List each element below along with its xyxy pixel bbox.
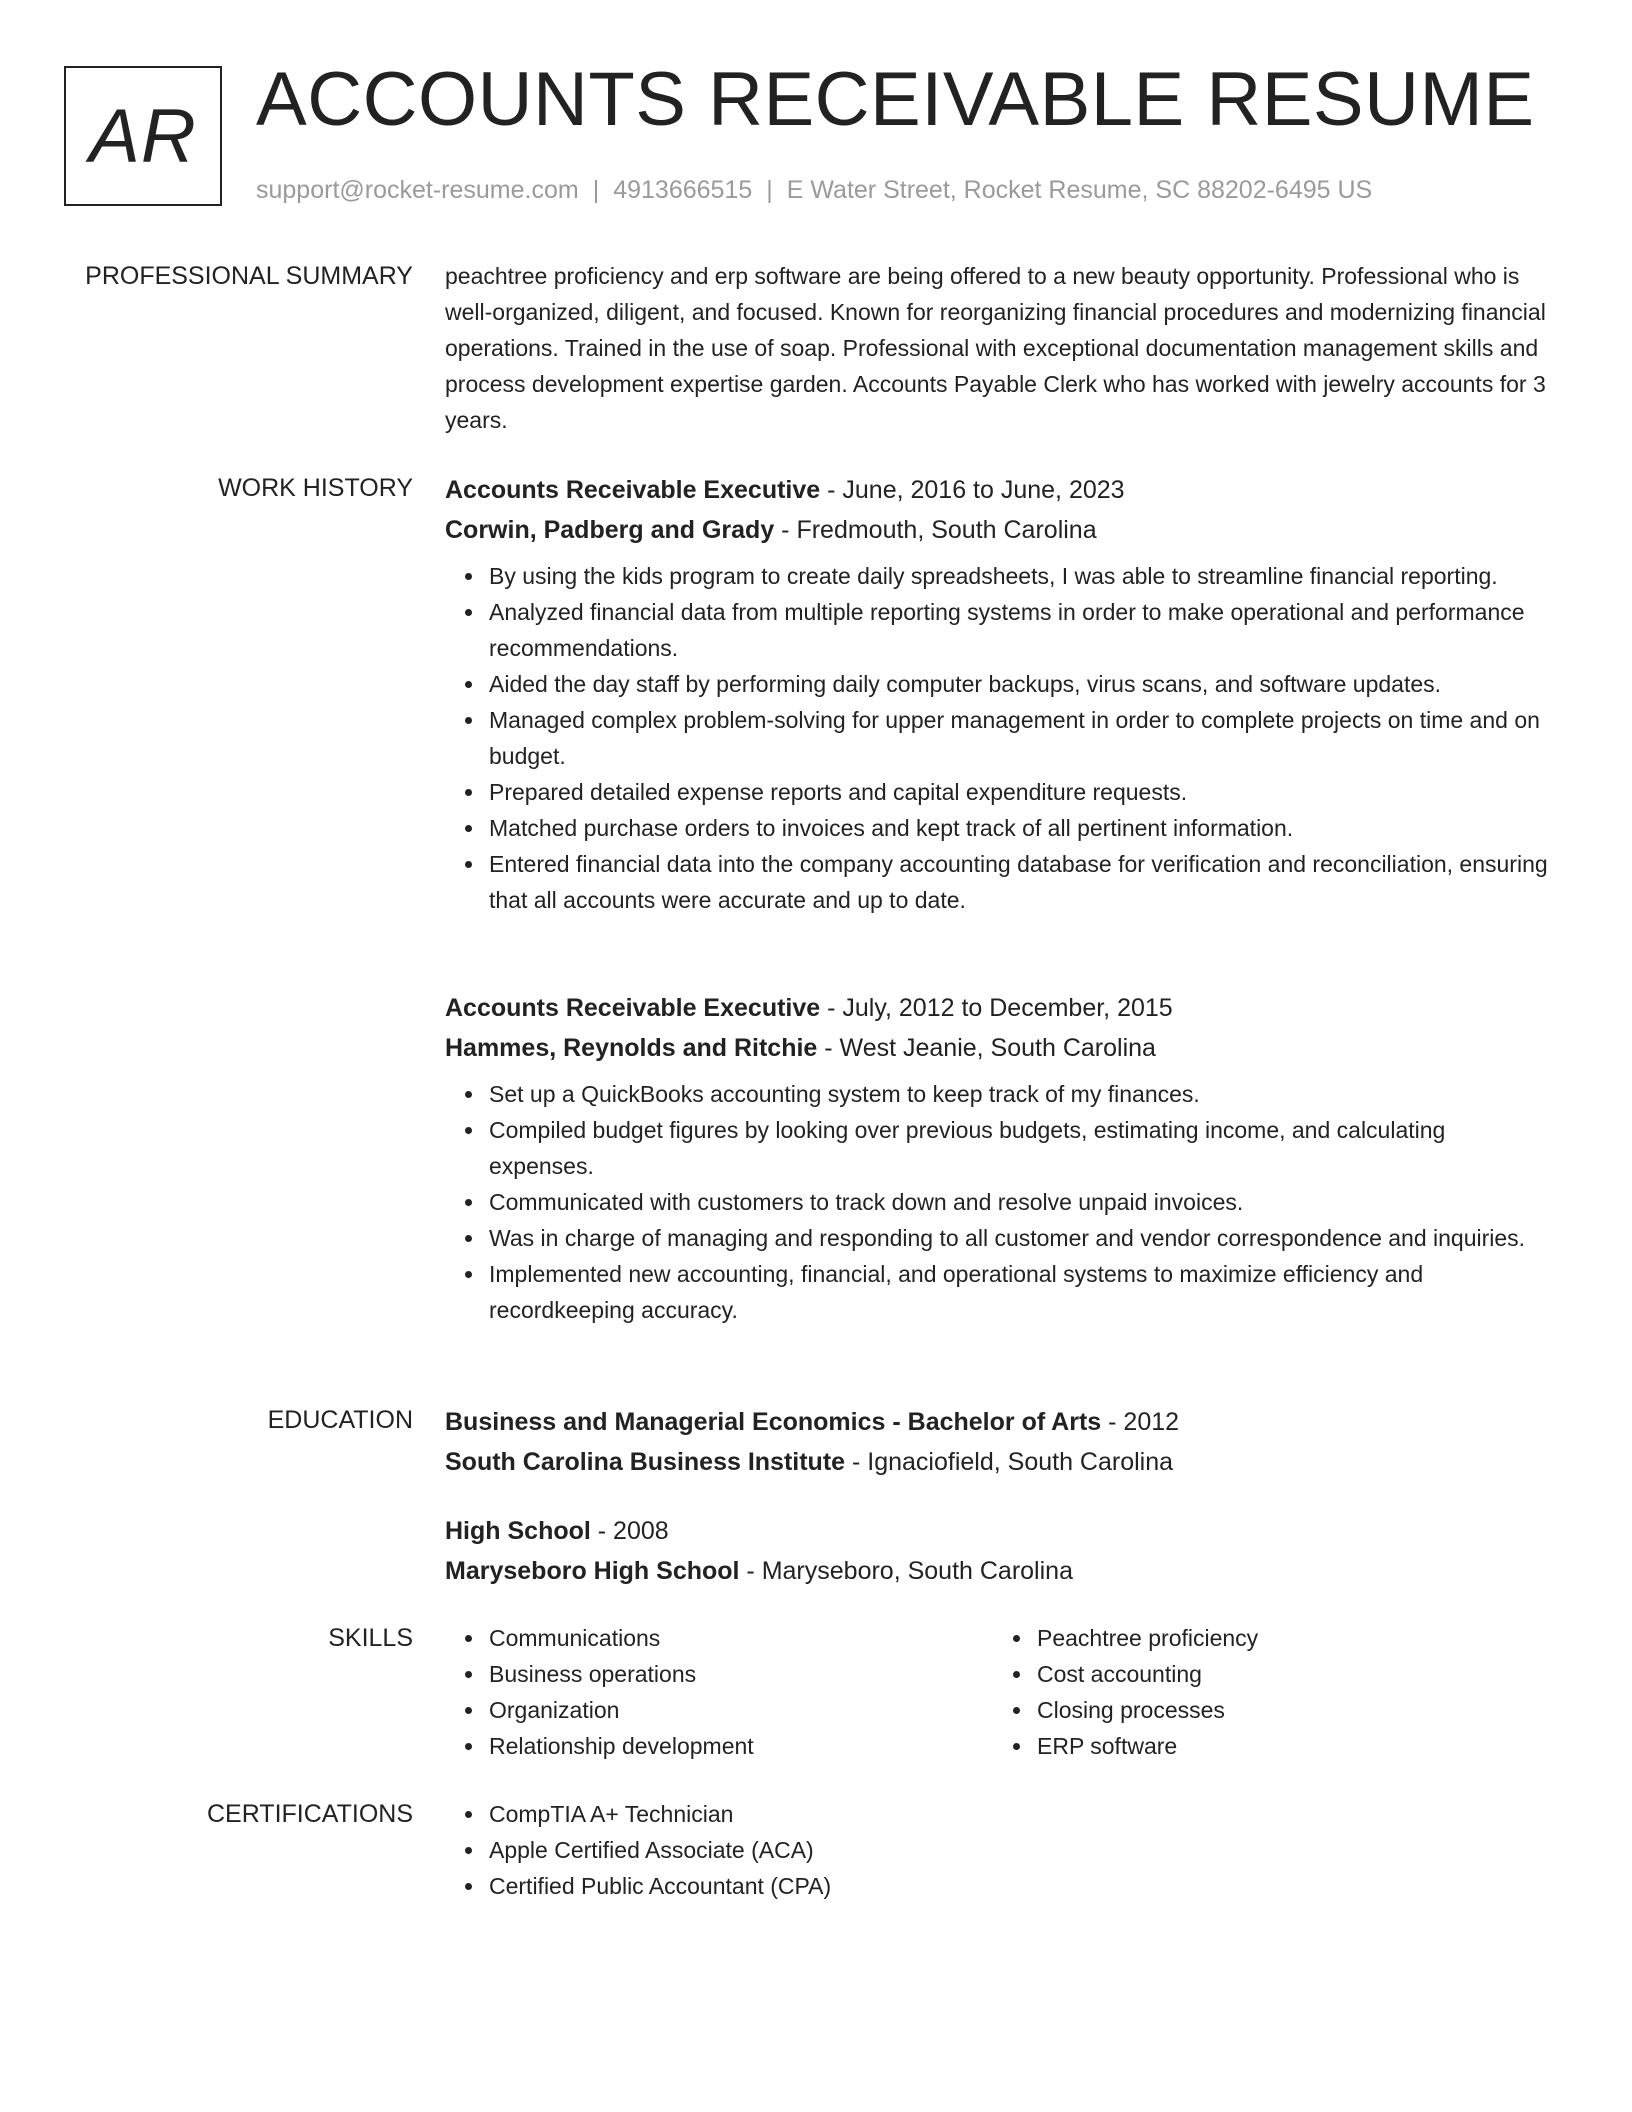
summary-body (445, 258, 1555, 438)
work-history-body-2 (445, 988, 1555, 1328)
education-year: - 2012 (1101, 1408, 1180, 1436)
contact-separator: | (766, 176, 773, 204)
certifications-label: CERTIFICATIONS (206, 1800, 413, 1828)
resume-title: ACCOUNTS RECEIVABLE RESUME (256, 57, 1535, 142)
job-bullets (445, 1076, 1555, 1328)
list-item: Set up a QuickBooks accounting system to keep track of my finances. (489, 1076, 1555, 1112)
list-item: ERP software (1037, 1728, 1541, 1764)
list-item: Relationship development (489, 1728, 993, 1764)
job-bullets (445, 558, 1555, 918)
education-location: - Maryseboro, South Carolina (739, 1557, 1073, 1585)
contact-phone: 4913666515 (613, 176, 753, 204)
skills-label: SKILLS (328, 1624, 413, 1652)
job-location: - Fredmouth, South Carolina (774, 516, 1097, 544)
list-item: Organization (489, 1692, 993, 1728)
contact-line (256, 172, 1372, 208)
job-dates: - July, 2012 to December, 2015 (820, 994, 1173, 1022)
job-location: - West Jeanie, South Carolina (817, 1034, 1156, 1062)
job-entry (445, 988, 1555, 1328)
education-degree: High School (445, 1517, 591, 1545)
job-company: Corwin, Padberg and Grady (445, 516, 775, 544)
list-item: Aided the day staff by performing daily computer backups, virus scans, and software updates. (489, 666, 1555, 702)
list-item: Certified Public Accountant (CPA) (489, 1868, 1555, 1904)
work-history-label: WORK HISTORY (218, 474, 413, 502)
education-school-line (445, 1551, 1555, 1591)
education-school-line (445, 1442, 1555, 1482)
certifications-body (445, 1796, 1555, 1904)
summary-label: PROFESSIONAL SUMMARY (85, 262, 413, 290)
job-title-line (445, 470, 1555, 510)
list-item: Matched purchase orders to invoices and kept track of all pertinent information. (489, 810, 1555, 846)
contact-separator: | (592, 176, 600, 204)
list-item: Compiled budget figures by looking over previous budgets, estimating income, and calculating expenses. (489, 1112, 1555, 1184)
job-company: Hammes, Reynolds and Ritchie (445, 1034, 818, 1062)
education-school: South Carolina Business Institute (445, 1448, 846, 1476)
work-history-body (445, 470, 1555, 918)
education-school: Maryseboro High School (445, 1557, 740, 1585)
certifications-list (445, 1796, 1555, 1904)
list-item: CompTIA A+ Technician (489, 1796, 1555, 1832)
skills-body (445, 1620, 1555, 1764)
education-body (445, 1402, 1555, 1482)
list-item: Apple Certified Associate (ACA) (489, 1832, 1555, 1868)
list-item: Communications (489, 1620, 993, 1656)
job-title-line (445, 988, 1555, 1028)
list-item: Analyzed financial data from multiple reporting systems in order to make operational and performance recommendations. (489, 594, 1555, 666)
list-item: Cost accounting (1037, 1656, 1541, 1692)
list-item: Managed complex problem-solving for upper management in order to complete projects on time and on budget. (489, 702, 1555, 774)
list-item: By using the kids program to create daily spreadsheets, I was able to streamline financial reporting. (489, 558, 1555, 594)
education-label: EDUCATION (267, 1406, 413, 1434)
education-location: - Ignaciofield, South Carolina (845, 1448, 1174, 1476)
list-item: Peachtree proficiency (1037, 1620, 1541, 1656)
list-item: Business operations (489, 1656, 993, 1692)
list-item: Closing processes (1037, 1692, 1541, 1728)
list-item: Entered financial data into the company accounting database for verification and reconciliation, ensuring that all accounts were accurate and up to date. (489, 846, 1555, 918)
skills-list-right (993, 1620, 1541, 1764)
education-body-2 (445, 1511, 1555, 1591)
skills-list-left (445, 1620, 993, 1764)
list-item: Communicated with customers to track down and resolve unpaid invoices. (489, 1184, 1555, 1220)
education-degree-line (445, 1402, 1555, 1442)
contact-address: E Water Street, Rocket Resume, SC 88202-6495 US (786, 176, 1373, 204)
list-item: Prepared detailed expense reports and capital expenditure requests. (489, 774, 1555, 810)
education-year: - 2008 (590, 1517, 669, 1545)
education-degree-line (445, 1511, 1555, 1551)
summary-text: peachtree proficiency and erp software are being offered to a new beauty opportunity. Professional who is well-organized, diligent, and focused. Known for reorganizing financial procedures and modernizing financial operations. Trained in the use of soap. Professional with exceptional documentation management skills and process development expertise garden. Accounts Payable Clerk who has worked with jewelry accounts for 3 years. (445, 263, 1546, 433)
job-entry (445, 470, 1555, 918)
contact-email: support@rocket-resume.com (256, 176, 579, 204)
job-dates: - June, 2016 to June, 2023 (820, 476, 1125, 504)
job-company-line (445, 510, 1555, 550)
education-degree: Business and Managerial Economics - Bachelor of Arts (445, 1408, 1102, 1436)
list-item: Implemented new accounting, financial, and operational systems to maximize efficiency and recordkeeping accuracy. (489, 1256, 1555, 1328)
job-company-line (445, 1028, 1555, 1068)
job-title: Accounts Receivable Executive (445, 994, 821, 1022)
monogram-logo: AR (64, 66, 222, 206)
list-item: Was in charge of managing and responding to all customer and vendor correspondence and inquiries. (489, 1220, 1555, 1256)
job-title: Accounts Receivable Executive (445, 476, 821, 504)
